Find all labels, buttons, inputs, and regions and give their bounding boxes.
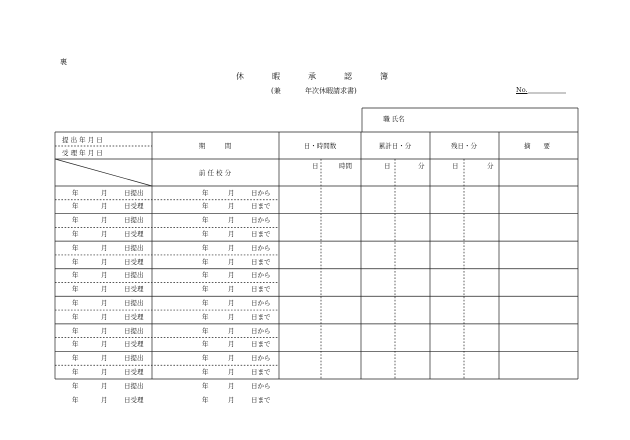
row-14-right-month: 月 <box>228 367 235 376</box>
row-3-left-year: 年 <box>72 216 79 225</box>
row-10-right-until: 日まで <box>251 312 271 321</box>
row-15-left-submitted: 日提出 <box>124 381 144 390</box>
row-12-right-month: 月 <box>228 340 235 349</box>
row-3-right-year: 年 <box>202 216 209 225</box>
title-char-1: 休 <box>236 72 244 81</box>
row-6-right-month: 月 <box>228 257 235 266</box>
row-11-right-year: 年 <box>202 326 209 335</box>
row-7-left-submitted: 日提出 <box>124 271 144 280</box>
row-5-right-from: 日から <box>251 243 271 252</box>
row-8-right-until: 日まで <box>251 285 271 294</box>
row-8-right-year: 年 <box>202 285 209 294</box>
row-2-left-year: 年 <box>72 202 79 211</box>
grid-line-15 <box>55 159 152 186</box>
row-6-right-until: 日まで <box>251 257 271 266</box>
row-6-left-month: 月 <box>101 257 108 266</box>
row-10-left-month: 月 <box>101 312 108 321</box>
row-7-left-year: 年 <box>72 271 79 280</box>
row-4-right-year: 年 <box>202 229 209 238</box>
previous-school-label: 前 任 校 分 <box>198 169 232 177</box>
subunit-day-2: 日 <box>384 162 391 170</box>
staff-name-label: 職 氏名 <box>383 115 405 123</box>
subunit-minutes-1: 分 <box>418 162 425 170</box>
row-2-left-month: 月 <box>101 202 108 211</box>
title-char-5: 簿 <box>380 72 388 81</box>
subunit-hours: 時間 <box>339 162 352 170</box>
row-11-left-month: 月 <box>101 326 108 335</box>
row-5-right-month: 月 <box>228 243 235 252</box>
ura-label: 裏 <box>60 58 67 66</box>
period-header: 期 間 <box>198 142 232 150</box>
row-11-right-month: 月 <box>228 326 235 335</box>
row-11-left-year: 年 <box>72 326 79 335</box>
row-8-left-year: 年 <box>72 285 79 294</box>
row-9-left-year: 年 <box>72 298 79 307</box>
row-11-right-from: 日から <box>251 326 271 335</box>
row-8-left-received: 日受理 <box>124 285 144 294</box>
subtitle-text: 年次休暇請求書) <box>305 87 357 95</box>
row-3-right-from: 日から <box>251 216 271 225</box>
row-6-left-received: 日受理 <box>124 257 144 266</box>
row-5-left-submitted: 日提出 <box>124 243 144 252</box>
row-15-right-month: 月 <box>228 381 235 390</box>
row-7-right-month: 月 <box>228 271 235 280</box>
row-16-left-received: 日受理 <box>124 395 144 404</box>
row-10-left-year: 年 <box>72 312 79 321</box>
remarks-header: 摘 要 <box>524 142 550 150</box>
row-10-right-year: 年 <box>202 312 209 321</box>
row-9-left-month: 月 <box>101 298 108 307</box>
row-16-right-year: 年 <box>202 395 209 404</box>
row-11-left-submitted: 日提出 <box>124 326 144 335</box>
row-16-right-month: 月 <box>228 395 235 404</box>
row-4-right-month: 月 <box>228 229 235 238</box>
row-1-left-submitted: 日提出 <box>124 188 144 197</box>
row-3-right-month: 月 <box>228 216 235 225</box>
row-1-right-from: 日から <box>251 188 271 197</box>
row-3-left-month: 月 <box>101 216 108 225</box>
row-14-left-month: 月 <box>101 367 108 376</box>
submit-date-header: 提 出 年 月 日 <box>62 136 103 144</box>
row-9-right-month: 月 <box>228 298 235 307</box>
row-5-left-month: 月 <box>101 243 108 252</box>
row-7-right-year: 年 <box>202 271 209 280</box>
row-6-right-year: 年 <box>202 257 209 266</box>
row-12-right-year: 年 <box>202 340 209 349</box>
row-12-left-received: 日受理 <box>124 340 144 349</box>
subunit-day-3: 日 <box>452 162 459 170</box>
row-2-left-received: 日受理 <box>124 202 144 211</box>
cumulative-header: 累計日・分 <box>378 142 412 150</box>
row-13-left-year: 年 <box>72 354 79 363</box>
row-1-left-year: 年 <box>72 188 79 197</box>
remaining-header: 残日・分 <box>451 142 477 150</box>
row-10-right-month: 月 <box>228 312 235 321</box>
row-7-left-month: 月 <box>101 271 108 280</box>
row-13-left-submitted: 日提出 <box>124 354 144 363</box>
title-char-3: 承 <box>308 72 316 81</box>
row-16-left-year: 年 <box>72 395 79 404</box>
row-2-right-month: 月 <box>228 202 235 211</box>
row-14-right-until: 日まで <box>251 367 271 376</box>
row-10-left-received: 日受理 <box>124 312 144 321</box>
subtitle-open: (兼 <box>271 87 281 95</box>
row-8-left-month: 月 <box>101 285 108 294</box>
row-13-right-from: 日から <box>251 354 271 363</box>
row-16-right-until: 日まで <box>251 395 271 404</box>
row-9-right-year: 年 <box>202 298 209 307</box>
row-1-right-year: 年 <box>202 188 209 197</box>
row-1-right-month: 月 <box>228 188 235 197</box>
row-15-right-from: 日から <box>251 381 271 390</box>
row-5-right-year: 年 <box>202 243 209 252</box>
row-15-right-year: 年 <box>202 381 209 390</box>
row-2-right-year: 年 <box>202 202 209 211</box>
row-4-left-received: 日受理 <box>124 229 144 238</box>
row-14-left-received: 日受理 <box>124 367 144 376</box>
number-label: No. <box>516 86 528 94</box>
row-4-right-until: 日まで <box>251 229 271 238</box>
subunit-minutes-2: 分 <box>487 162 494 170</box>
title-char-2: 暇 <box>272 72 280 81</box>
row-9-left-submitted: 日提出 <box>124 298 144 307</box>
row-13-left-month: 月 <box>101 354 108 363</box>
title-char-4: 認 <box>344 72 352 81</box>
row-12-left-year: 年 <box>72 340 79 349</box>
row-6-left-year: 年 <box>72 257 79 266</box>
row-15-left-month: 月 <box>101 381 108 390</box>
row-13-right-month: 月 <box>228 354 235 363</box>
row-3-left-submitted: 日提出 <box>124 216 144 225</box>
row-14-left-year: 年 <box>72 367 79 376</box>
row-13-right-year: 年 <box>202 354 209 363</box>
row-16-left-month: 月 <box>101 395 108 404</box>
row-4-left-month: 月 <box>101 229 108 238</box>
row-8-right-month: 月 <box>228 285 235 294</box>
subunit-day-1: 日 <box>312 162 319 170</box>
row-9-right-from: 日から <box>251 298 271 307</box>
row-12-left-month: 月 <box>101 340 108 349</box>
row-1-left-month: 月 <box>101 188 108 197</box>
row-2-right-until: 日まで <box>251 202 271 211</box>
row-14-right-year: 年 <box>202 367 209 376</box>
row-15-left-year: 年 <box>72 381 79 390</box>
row-7-right-from: 日から <box>251 271 271 280</box>
day-hours-header: 日・時間数 <box>303 142 337 150</box>
row-5-left-year: 年 <box>72 243 79 252</box>
row-12-right-until: 日まで <box>251 340 271 349</box>
receive-date-header: 受 理 年 月 日 <box>62 149 103 157</box>
row-4-left-year: 年 <box>72 229 79 238</box>
